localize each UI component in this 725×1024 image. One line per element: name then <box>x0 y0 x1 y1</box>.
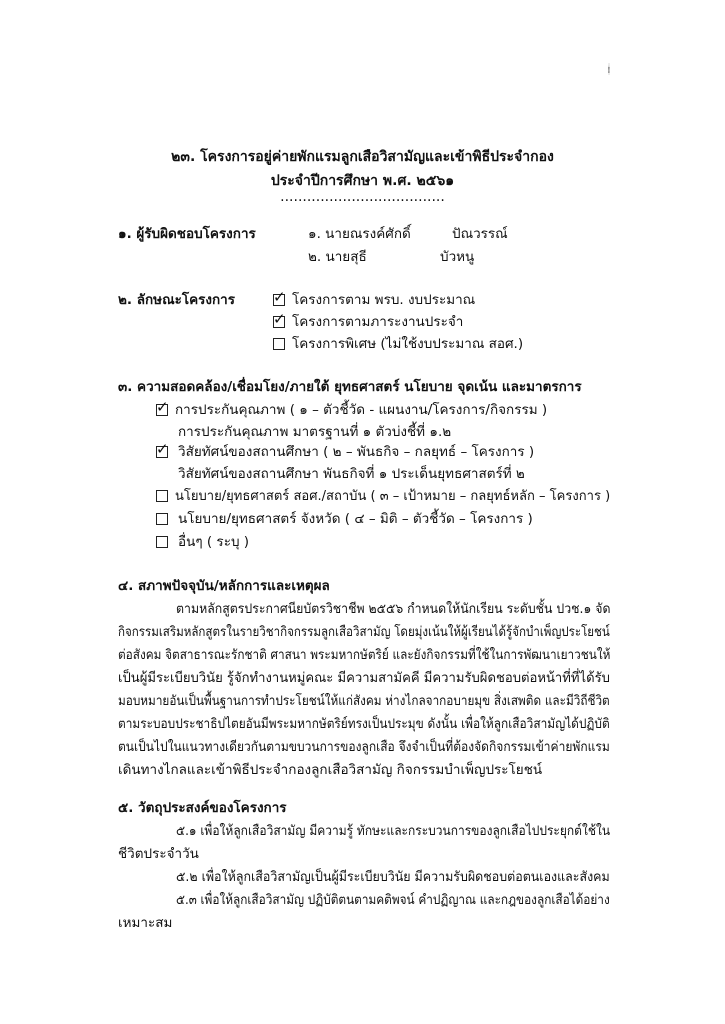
checkbox-quality-assurance[interactable] <box>156 398 169 416</box>
rationale-line: เป็นผู้มีระเบียบวินัย รู้จักทำงานหมู่คณะ มีความสามัคคี มีความรับผิดชอบต่อหน้าที่ที่ได้รับ <box>118 670 610 686</box>
rationale-line: กิจกรรมเสริมหลักสูตรในรายวิชากิจกรรมลูกเสือวิสามัญ โดยมุ่งเน้นให้ผู้เรียนได้รู้จักบำเพ็ญประโยชน์ <box>118 624 610 640</box>
rationale-line: ตามระบอบประชาธิปไตยอันมีพระมหากษัตริย์ทรงเป็นประมุข ดังนั้น เพื่อให้ลูกเสือวิสามัญได้ปฏิบัติ <box>118 716 610 732</box>
objective-line: เหมาะสม <box>118 915 173 931</box>
check-icon: ✓ <box>156 398 169 416</box>
quality-assurance-label: การประกันคุณภาพ ( ๑ – ตัวชี้วัด - แผนงาน/โครงการ/กิจกรรม ) <box>175 402 548 418</box>
province-policy-label: นโยบาย/ยุทธศาสตร์ จังหวัด ( ๔ – มิติ – ตัวชี้วัด – โครงการ ) <box>178 511 533 527</box>
objective-line: ๕.๓ เพื่อให้ลูกเสือวิสามัญ ปฏิบัติตนตามคติพจน์ คำปฏิญาณ และกฎของลูกเสือได้อย่าง <box>176 892 610 908</box>
vision-detail: วิสัยทัศน์ของสถานศึกษา พันธกิจที่ ๑ ประเด็นยุทธศาสตร์ที่ ๒ <box>178 466 525 482</box>
checkbox-vision[interactable] <box>156 440 169 458</box>
check-icon: ✓ <box>273 310 286 328</box>
rationale-line: ต่อสังคม จิตสาธารณะรักชาติ ศาสนา พระมหากษัตริย์ และยังกิจกรรมที่ใช้ในการพัฒนาเยาวชนให้ <box>118 647 611 663</box>
document-title-line1: ๒๓. โครงการอยู่ค่ายพักแรมลูกเสือวิสามัญและเข้าพิธีประจำกอง <box>171 149 554 165</box>
ovec-policy-label: นโยบาย/ยุทธศาสตร์ สอศ./สถาบัน ( ๓ – เป้าหมาย – กลยุทธ์หลัก – โครงการ ) <box>175 488 611 504</box>
checkbox-routine-project[interactable] <box>273 310 286 328</box>
page-number: (๗๐) <box>608 61 610 77</box>
rationale-line: มอบหมายอันเป็นพื้นฐานการทำประโยชน์ให้แก่สังคม ห่างไกลจากอบายมุข สิ่งเสพติด และมีวิถีชีวิต <box>118 693 610 709</box>
checkbox-special-project[interactable] <box>273 338 285 350</box>
document-title-line2: ประจำปีการศึกษา พ.ศ. ๒๕๖๑ <box>270 173 455 189</box>
checkbox-ovec-policy[interactable] <box>156 490 168 502</box>
rationale-line: เดินทางไกลและเข้าพิธีประจำกองลูกเสือวิสามัญ กิจกรรมบำเพ็ญประโยชน์ <box>118 762 543 778</box>
check-icon: ✓ <box>156 440 169 458</box>
check-icon: ✓ <box>273 288 286 306</box>
objective-line: ๕.๑ เพื่อให้ลูกเสือวิสามัญ มีความรู้ ทักษะและกระบวนการของลูกเสือไปประยุกต์ใช้ใน <box>176 823 611 839</box>
checkbox-other[interactable] <box>156 536 168 548</box>
person2-surname: บัวหนู <box>440 249 475 265</box>
section1-heading: ๑. ผู้รับผิดชอบโครงการ <box>118 226 256 242</box>
rationale-line: ตามหลักสูตรประกาศนียบัตรวิชาชีพ ๒๕๕๖ กำหนดให้นักเรียน ระดับชั้น ปวช.๑ จัด <box>176 601 611 617</box>
rationale-line: ตนเป็นไปในแนวทางเดียวกันตามขบวนการของลูกเสือ จึงจำเป็นที่ต้องจัดกิจกรรมเข้าค่ายพักแรม <box>118 739 610 755</box>
title-dotted-line: ..................................... <box>280 189 445 205</box>
section2-heading: ๒. ลักษณะโครงการ <box>118 292 235 308</box>
other-label: อื่นๆ ( ระบุ ) <box>178 534 250 550</box>
vision-label: วิสัยทัศน์ของสถานศึกษา ( ๒ – พันธกิจ – กลยุทธ์ – โครงการ ) <box>178 444 535 460</box>
section4-heading: ๔. สภาพปัจจุบัน/หลักการและเหตุผล <box>118 578 330 594</box>
checkbox-province-policy[interactable] <box>156 513 168 525</box>
option-project-budget-label: โครงการตาม พรบ. งบประมาณ <box>292 292 476 308</box>
person2-name: ๒. นายสุธี <box>308 249 367 265</box>
section5-heading: ๕. วัตถุประสงค์ของโครงการ <box>118 800 287 816</box>
checkbox-project-budget[interactable] <box>273 288 286 306</box>
option-routine-project-label: โครงการตามภาระงานประจำ <box>292 314 464 330</box>
section3-heading: ๓. ความสอดคล้อง/เชื่อมโยง/ภายใต้ ยุทธศาสตร์ นโยบาย จุดเน้น และมาตรการ <box>118 379 582 395</box>
objective-line: ชีวิตประจำวัน <box>118 846 199 862</box>
person1-name: ๑. นายณรงค์ศักดิ์ <box>308 226 411 242</box>
quality-assurance-detail: การประกันคุณภาพ มาตรฐานที่ ๑ ตัวบ่งชี้ที่ ๑.๒ <box>178 424 452 440</box>
option-special-project-label: โครงการพิเศษ (ไม่ใช้งบประมาณ สอศ.) <box>292 336 524 352</box>
person1-surname: ปัณวรรณ์ <box>452 226 508 242</box>
objective-line: ๕.๒ เพื่อให้ลูกเสือวิสามัญเป็นผู้มีระเบียบวินัย มีความรับผิดชอบต่อตนเองและสังคม <box>176 869 610 885</box>
